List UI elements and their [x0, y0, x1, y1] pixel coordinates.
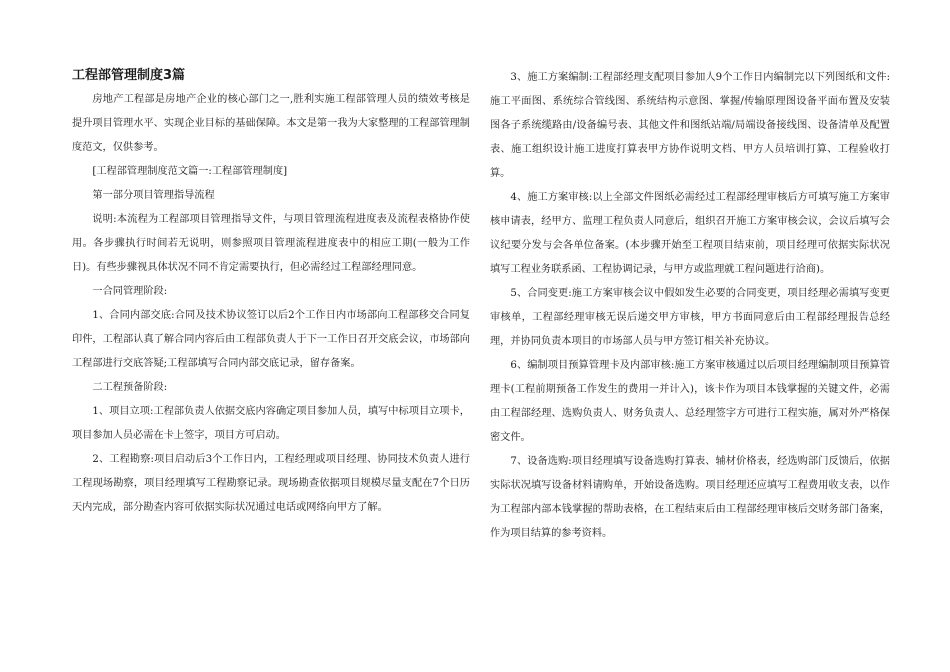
- right-column: [490, 66, 890, 546]
- contract-handover-paragraph: 1、合同内部交底:合同及技术协议签订以后2个工作日内市场部向工程部移交合同复印件，工程部认真了解合同内容后由工程部负责人于下一工作日召开交底会议，市场部向工程部进行交底答疑;工程部填写合同内部交底记录，留存备案。: [72, 310, 470, 369]
- part-heading: 第一部分项目管理指导流程: [92, 190, 215, 201]
- stage-heading-contract: 一合同管理阶段:: [92, 286, 168, 297]
- stage-heading-preparation: 二工程预备阶段:: [92, 382, 168, 393]
- site-survey-paragraph: 2、工程勘察:项目启动后3个工作日内，工程经理或项目经理、协同技术负责人进行工程现场勘察，项目经理填写工程勘察记录。现场勘查依据项目规模尽量支配在7个日历天内完成，部分勘查内容可依据实际状况通过电话或网络向甲方了解。: [72, 454, 470, 513]
- plan-review-paragraph: 4、施工方案审核:以上全部文件图纸必需经过工程部经理审核后方可填写施工方案审核申请表，经甲方、监理工程负责人同意后，组织召开施工方案审核会议，会议后填写会议纪要分发与会各单位备案。(本步骤开始至工程项目结束前，项目经理可依据实际状况填写工程业务联系函、工程协调记录，与甲方或监理就工程问题进行洽商)。: [490, 192, 890, 275]
- budget-card-paragraph: 6、编制项目预算管理卡及内部审核:施工方案审核通过以后项目经理编制项目预算管理卡(工程前期预备工作发生的费用一并计入)，该卡作为项目本钱掌握的关键文件，必需由工程部经理、选购负责人、财务负责人、总经理签字方可进行工程实施，属对外严格保密文件。: [490, 360, 890, 443]
- project-initiation-paragraph: 1、项目立项:工程部负责人依据交底内容确定项目参加人员，填写中标项目立项卡，项目参加人员必需在卡上签字，项目方可启动。: [72, 406, 470, 441]
- construction-plan-paragraph: 3、施工方案编制:工程部经理支配项目参加人9个工作日内编制完以下列图纸和文件:施工平面图、系统综合管线图、系统结构示意图、掌握/传输原理图设备平面布置及安装图各子系统缆路由/设备编号表、其他文件和图纸站端/局端设备接线图、设备清单及配置表、施工组织设计施工进度打算表甲方协作说明文档、甲方人员培训打算、工程验收打算。: [490, 72, 890, 179]
- article-heading: [工程部管理制度范文篇一:工程部管理制度]: [92, 166, 288, 177]
- description-paragraph: 说明:本流程为工程部项目管理指导文件，与项目管理流程进度表及流程表格协作使用。各步骤执行时间若无说明，则参照项目管理流程进度表中的相应工期(一般为工作日)。有些步骤视具体状况不同不肯定需要执行，但必需经过工程部经理同意。: [72, 214, 470, 273]
- intro-paragraph: 房地产工程部是房地产企业的核心部门之一,胜利实施工程部管理人员的绩效考核是提升项目管理水平、实现企业目标的基础保障。本文是第一我为大家整理的工程部管理制度范文，仅供参考。: [72, 94, 470, 153]
- equipment-purchase-paragraph: 7、设备选购:项目经理填写设备选购打算表、辅材价格表，经选购部门反馈后，依据实际状况填写设备材料请购单，开始设备选购。项目经理还应填写工程费用收支表，以作为工程部内部本钱掌握的帮助表格，在工程结束后由工程部经理审核后交财务部门备案，作为项目结算的参考资料。: [490, 456, 890, 539]
- document-title: 工程部管理制度3篇: [72, 68, 186, 83]
- contract-change-paragraph: 5、合同变更:施工方案审核会议中假如发生必要的合同变更，项目经理必需填写变更审核单，工程部经理审核无误后递交甲方审核，甲方书面同意后由工程部经理报告总经理，并协同负责本项目的市场部人员与甲方签订相关补充协议。: [490, 288, 890, 347]
- left-column: [72, 66, 470, 520]
